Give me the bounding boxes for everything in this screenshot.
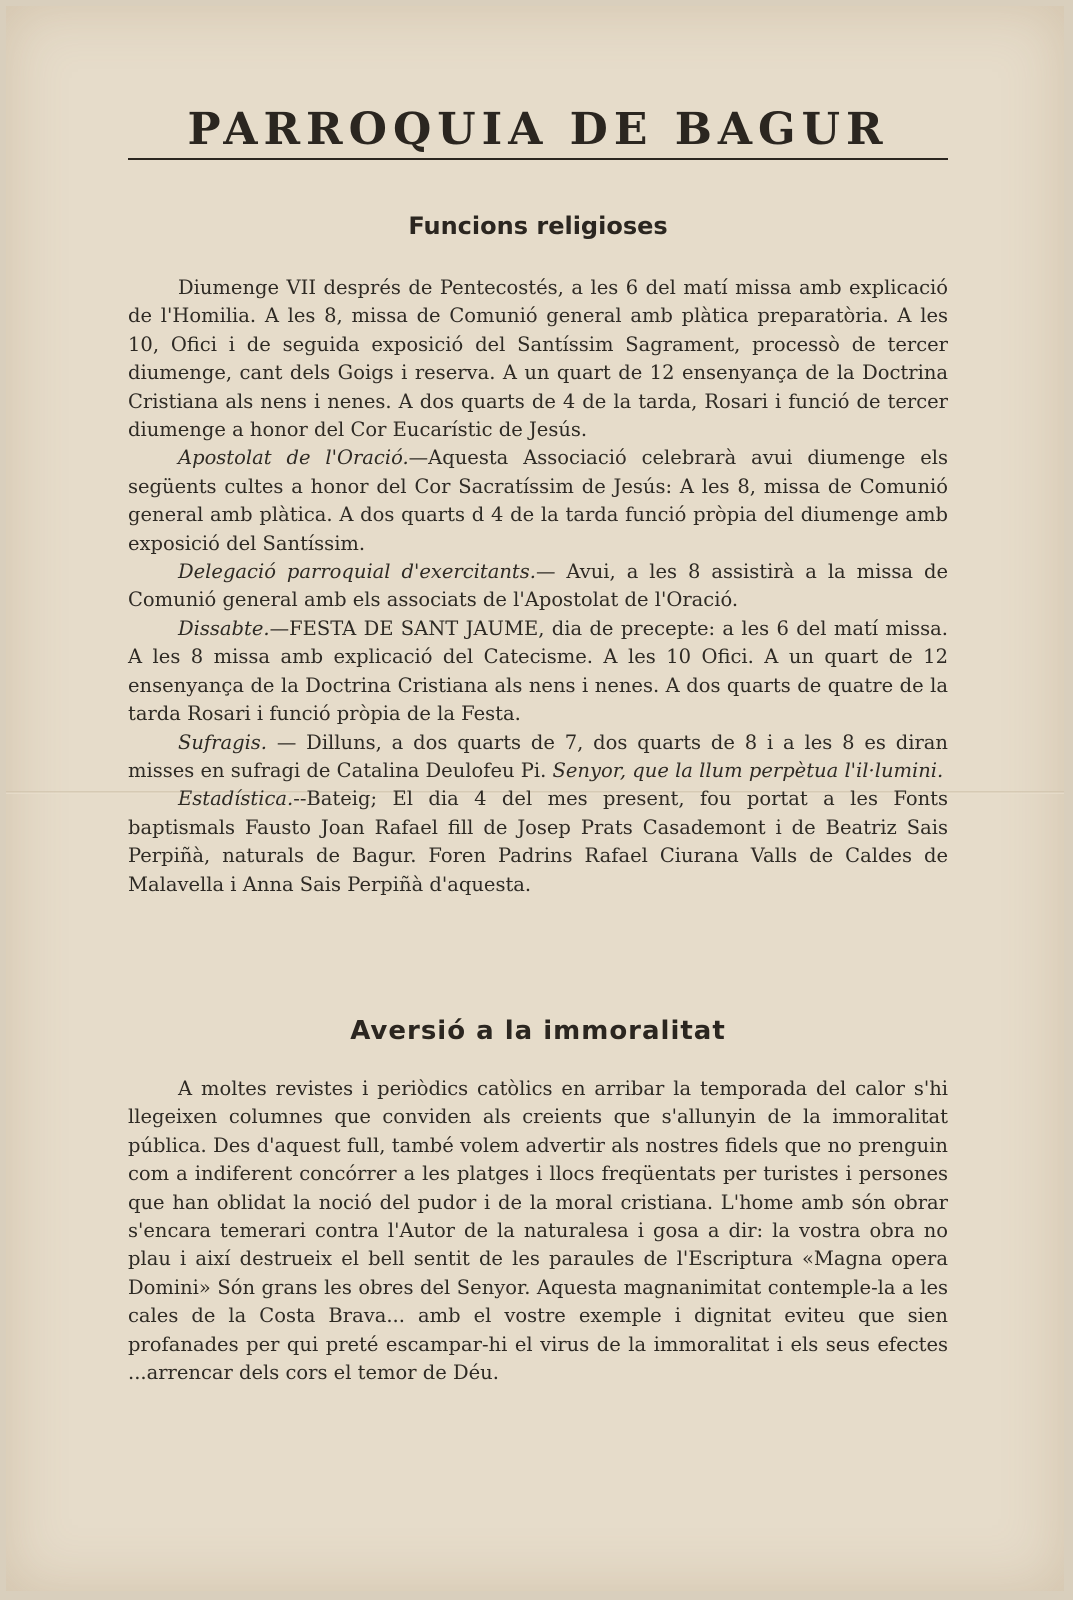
- paragraph-diumenge: [128, 274, 948, 444]
- section-body-funcions: [128, 274, 948, 899]
- paragraph-sufragis: [128, 729, 948, 786]
- section-heading-aversio: Aversió a la immoralitat: [350, 1016, 726, 1046]
- paragraph-apostolat: [128, 444, 948, 558]
- paragraph-estadistica: [128, 785, 948, 899]
- paragraph-lead: Sufragis.: [178, 730, 268, 754]
- paragraph-text: —Aquesta Associació celebrarà avui diumenge els següents cultes a honor del Cor Sacratíssim de Jesús: A les 8, missa de Comunió general amb plàtica. A dos quarts d 4 de la tarda funció pròpia del diumenge amb exposició del Santíssim.: [128, 446, 948, 555]
- paragraph-text: — Avui, a les 8 assistirà a la missa de Comunió general amb els associats de l'Apostolat de l'Oració.: [128, 560, 948, 612]
- section-heading-funcions: Funcions religioses: [408, 212, 668, 240]
- paragraph-tail: Senyor, que la llum perpètua l'il·lumini.: [552, 758, 944, 782]
- paragraph-lead: Delegació parroquial d'exercitants.: [178, 560, 536, 584]
- title-underline: [128, 158, 948, 160]
- paragraph-text: --Bateig; El dia 4 del mes present, fou portat a les Fonts baptismals Fausto Joan Rafael fill de Josep Prats Casademont i de Beatriz Sais Perpiñà, naturals de Bagur. Foren Padrins Rafael Ciurana Valls de Caldes de Malavella i Anna Sais Perpiñà d'aquesta.: [128, 787, 948, 896]
- paragraph-text: Diumenge VII després de Pentecostés, a les 6 del matí missa amb explicació de l'Homilia. A les 8, missa de Comunió general amb plàtica preparatòria. A les 10, Ofici i de seguida exposició del Santíssim Sagrament, processò de tercer diumenge, cant dels Goigs i reserva. A un quart de 12 ensenyança de la Doctrina Cristiana als nens i nenes. A dos quarts de 4 de la tarda, Rosari i funció de tercer diumenge a honor del Cor Eucarístic de Jesús.: [128, 276, 948, 442]
- paragraph-lead: Dissabte.: [178, 616, 270, 640]
- section-body-aversio: [128, 1075, 948, 1387]
- paragraph-text: —FESTA DE SANT JAUME, dia de precepte: a les 6 del matí missa. A les 8 missa amb explicació del Catecisme. A les 10 Ofici. A un quart de 12 ensenyança de la Doctrina Cristiana als nens i nenes. A dos quarts de quatre de la tarda Rosari i funció pròpia de la Festa.: [128, 616, 948, 726]
- paragraph-text: A moltes revistes i periòdics catòlics en arribar la temporada del calor s'hi llegeixen columnes que conviden als creients que s'allunyin de la immoralitat pública. Des d'aquest full, també volem advertir als nostres fidels que no prenguin com a indiferent concórrer a les platges i llocs freqüentats per turistes i persones que han oblidat la noció del pudor i de la moral cristiana. L'home amb són obrar s'encara temerari contra l'Autor de la naturalesa i gosa a dir: la vostra obra no plau i així destrueix el bell sentit de les paraules de l'Escriptura «Magna opera Domini» Són grans les obres del Senyor. Aquesta magnanimitat contemple-la a les cales de la Costa Brava... amb el vostre exemple i dignitat eviteu que sien profanades per qui preté escampar-hi el virus de la immoralitat i els seus efectes ...arrencar dels cors el temor de Déu.: [128, 1077, 948, 1385]
- paragraph-lead: Estadística.: [178, 787, 294, 811]
- paragraph-aversio: [128, 1075, 948, 1387]
- paragraph-lead: Apostolat de l'Oració.: [178, 446, 409, 470]
- paragraph-text: — Dilluns, a dos quarts de 7, dos quarts de 8 i a les 8 es diran misses en sufragi de Catalina Deulofeu Pi.: [128, 730, 948, 782]
- paragraph-delegacio: [128, 558, 948, 615]
- page-title: PARROQUIA DE BAGUR: [187, 104, 889, 155]
- paragraph-dissabte: [128, 615, 948, 729]
